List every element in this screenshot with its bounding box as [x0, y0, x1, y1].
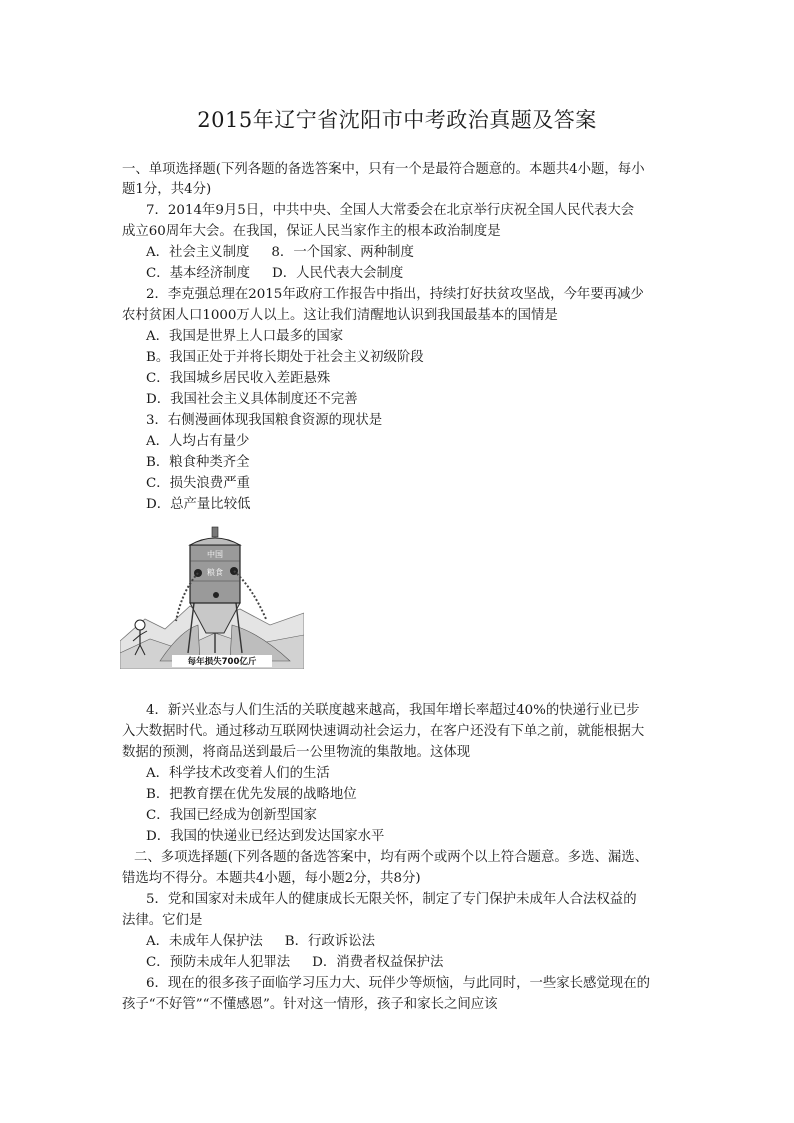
question-4-text-cont-1: 入大数据时代。通过移动互联网快速调动社会运力，在客户还没有下单之前，就能根据大: [122, 724, 645, 739]
question-2-text: 2．李克强总理在2015年政府工作报告中指出，持续打好扶贫攻坚战，今年要再减少: [146, 287, 644, 302]
option-d: D．人民代表大会制度: [271, 266, 404, 281]
option-d: D．我国社会主义具体制度还不完善: [146, 392, 358, 407]
option-d: D．消费者权益保护法: [312, 955, 444, 970]
option-b: B．粮食种类齐全: [146, 455, 250, 470]
option-d: D．我国的快递业已经达到发达国家水平: [146, 829, 385, 844]
grain-silo-cartoon: [120, 521, 304, 669]
question-5-text-cont: 法律。它们是: [122, 913, 203, 928]
section-2-heading: 二、多项选择题(下列各题的备选答案中，均有两个或两个以上符合题意。多选、漏选、: [134, 850, 649, 865]
question-1-text-cont: 成立60周年大会。在我国，保证人民当家作主的根本政治制度是: [122, 224, 501, 239]
option-a: A．科学技术改变着人们的生活: [146, 766, 330, 781]
question-5-options-row-2: [146, 953, 443, 973]
option-b: B．把教育摆在优先发展的战略地位: [146, 787, 357, 802]
option-c: C．损失浪费严重: [146, 476, 250, 491]
silo-label-2: 粮食: [207, 568, 223, 577]
option-b: B。我国正处于并将长期处于社会主义初级阶段: [146, 350, 424, 365]
page-title: 2015年辽宁省沈阳市中考政治真题及答案: [197, 108, 597, 132]
cartoon-caption: 每年损失700亿斤: [187, 657, 257, 667]
question-4-text-cont-2: 数据的预测，将商品送到最后一公里物流的集散地。这体现: [122, 745, 471, 760]
silo-label-1: 中国: [207, 550, 223, 559]
question-3-text: 3．右侧漫画体现我国粮食资源的现状是: [146, 413, 383, 428]
option-a: A．社会主义制度: [146, 245, 250, 260]
question-6-text: 6．现在的很多孩子面临学习压力大、玩伴少等烦恼，与此同时，一些家长感觉现在的: [146, 976, 650, 991]
section-1-heading-cont: 题1分，共4分): [122, 182, 212, 197]
option-a: A．人均占有量少: [146, 434, 250, 449]
option-c: C．我国城乡居民收入差距悬殊: [146, 371, 331, 386]
option-a: A．我国是世界上人口最多的国家: [146, 329, 344, 344]
question-2-text-cont: 农村贫困人口1000万人以上。这让我们清醒地认识到我国最基本的国情是: [122, 308, 558, 323]
question-6-text-cont: 孩子“不好管”“不懂感恩”。针对这一情形，孩子和家长之间应该: [122, 997, 498, 1012]
question-1-options-row-2: [146, 264, 403, 284]
question-5-text: 5．党和国家对未成年人的健康成长无限关怀，制定了专门保护未成年人合法权益的: [146, 892, 637, 907]
option-b: 8．一个国家、两种制度: [271, 245, 414, 260]
option-b: B．行政诉讼法: [284, 934, 375, 949]
option-c: C．我国已经成为创新型国家: [146, 808, 317, 823]
question-4-text: 4．新兴业态与人们生活的关联度越来越高，我国年增长率超过40%的快递行业已步: [146, 703, 640, 718]
section-1-heading: 一、单项选择题(下列各题的备选答案中，只有一个是最符合题意的。本题共4小题，每小: [122, 162, 645, 177]
question-5-options-row-1: [146, 932, 375, 952]
option-c: C．基本经济制度: [146, 266, 250, 281]
option-a: A．未成年人保护法: [146, 934, 263, 949]
section-2-heading-cont: 错选均不得分。本题共4小题，每小题2分，共8分): [122, 871, 421, 886]
question-1-text: 7．2014年9月5日，中共中央、全国人大常委会在北京举行庆祝全国人民代表大会: [146, 203, 635, 218]
question-1-options-row-1: [146, 243, 414, 263]
option-d: D．总产量比较低: [146, 497, 251, 512]
option-c: C．预防未成年人犯罪法: [146, 955, 291, 970]
